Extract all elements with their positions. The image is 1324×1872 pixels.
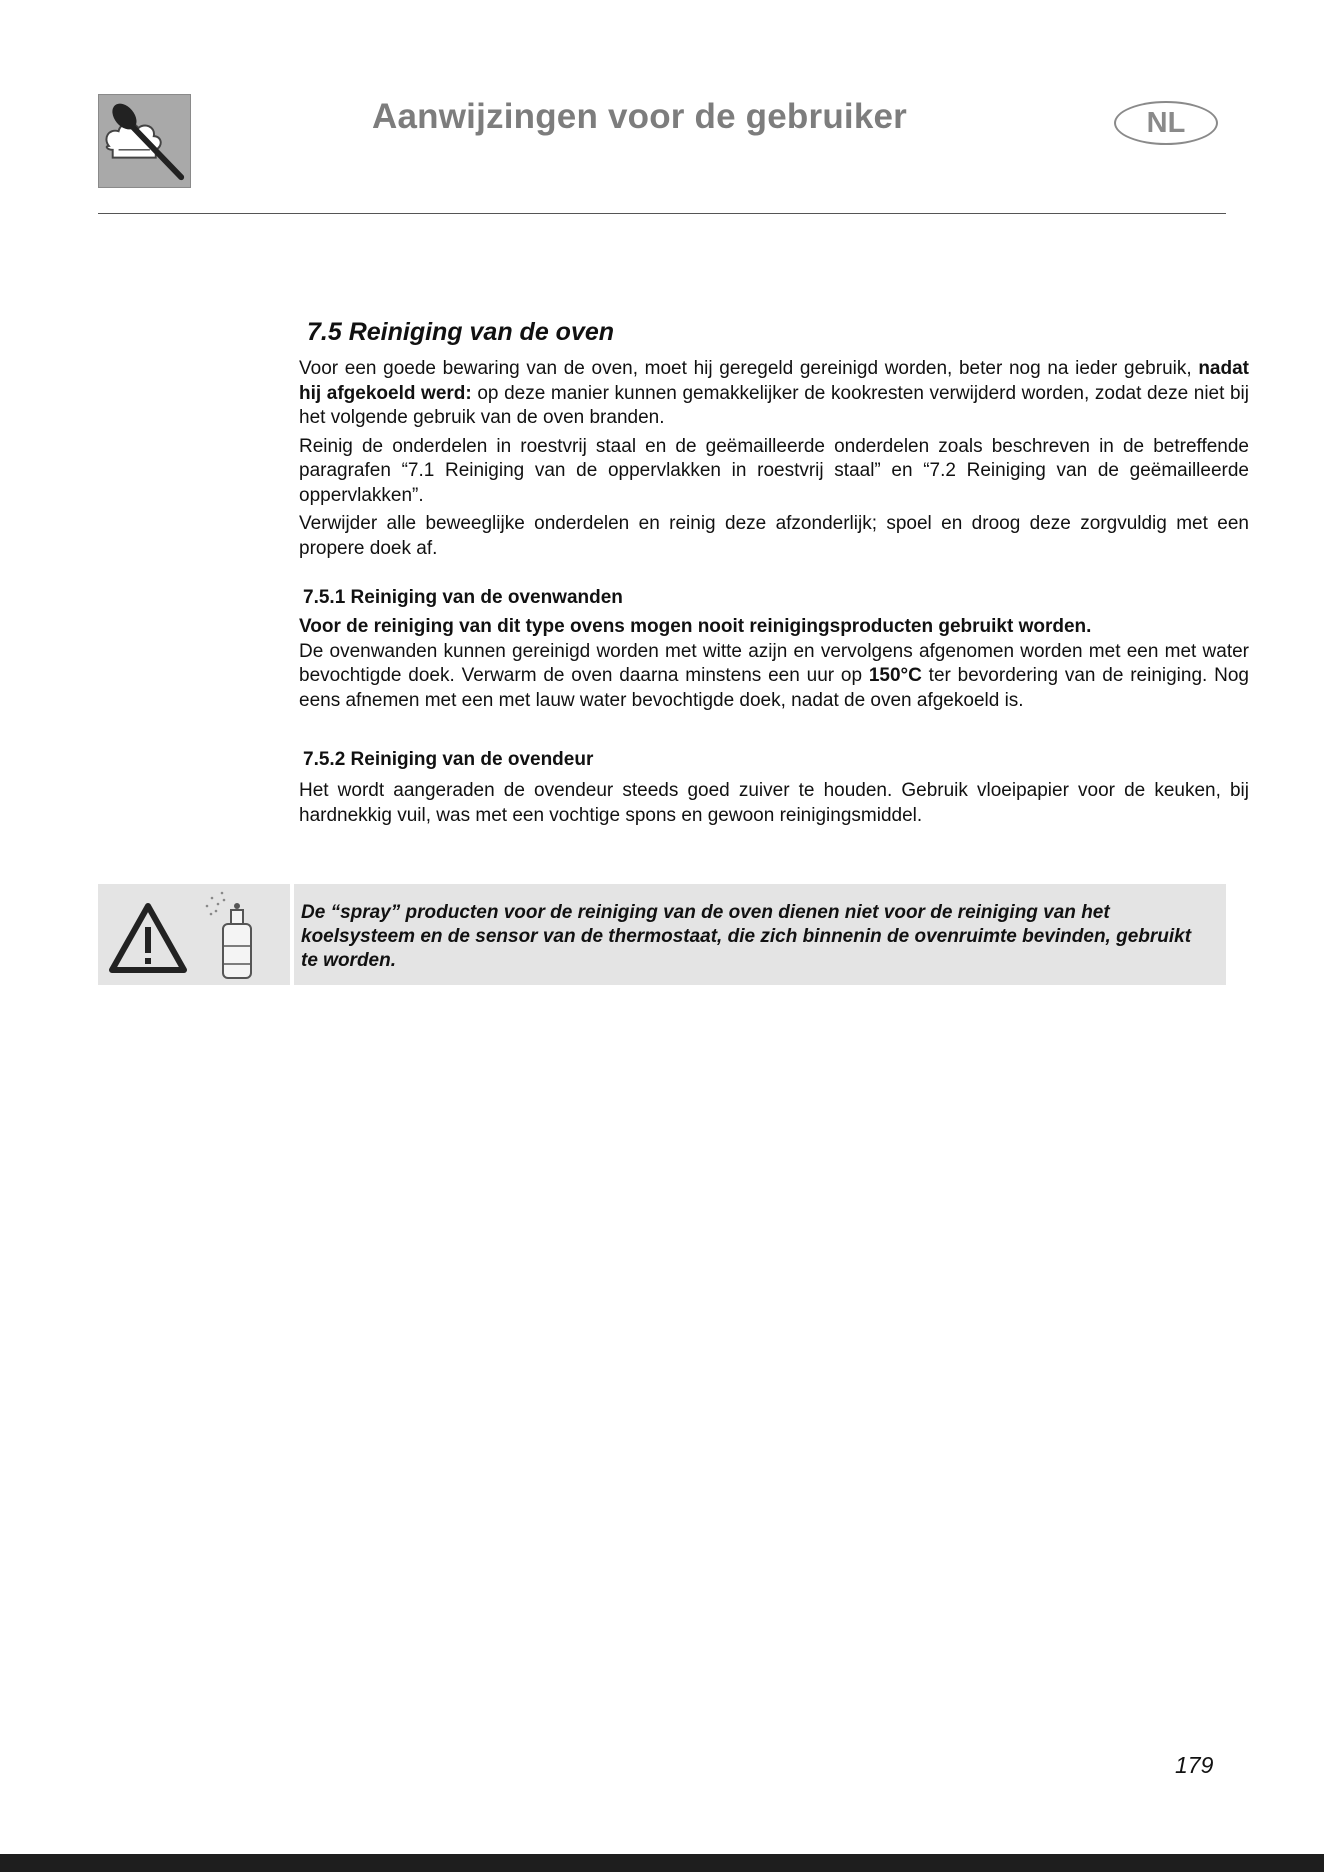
paragraph-text: Voor een goede bewaring van de oven, moet hij geregeld gereinigd worden, beter nog na ieder gebruik, — [299, 358, 1199, 379]
section-paragraph-3: Verwijder alle beweeglijke onderdelen en reinig deze afzonderlijk; spoel en droog deze zorgvuldig met een propere doek af. — [299, 513, 1249, 559]
chef-hat-spoon-icon — [98, 94, 191, 188]
footer-strip — [0, 1854, 1324, 1872]
main-content — [299, 318, 1249, 832]
spray-can-icon — [206, 892, 251, 978]
warning-text: De “spray” producten voor de reiniging van de oven dienen niet voor de reiniging van het koelsysteem en de sensor van de thermostaat, die zich binnenin de ovenruimte bevinden, gebruikt te worden. — [301, 902, 1192, 971]
subsection-paragraph: Het wordt aangeraden de ovendeur steeds goed zuiver te houden. Gebruik vloeipapier voor de keuken, bij hardnekkig vuil, was met een vochtige spons en gewoon reinigingsmiddel. — [299, 780, 1249, 826]
section-title: 7.5 Reiniging van de oven — [307, 318, 615, 346]
temperature-value: 150°C — [868, 665, 922, 686]
subsection-title-ovendeur: 7.5.2 Reiniging van de ovendeur — [303, 749, 594, 770]
paragraph-text: ter bevordering van de reiniging. Nog eens afnemen met een met lauw water bevochtigde doek, nadat de oven afgekoeld is. — [299, 665, 1249, 711]
subsection-paragraph — [299, 640, 1249, 714]
subsection-title-ovenwanden: 7.5.1 Reiniging van de ovenwanden — [303, 587, 623, 608]
paragraph-text: De ovenwanden kunnen gereinigd worden met witte azijn en vervolgens afgenomen worden met een met water bevochtigde doek. Verwarm de oven daarna minstens een uur op — [299, 640, 1249, 686]
paragraph-text: op deze manier kunnen gemakkelijker de kookresten verwijderd worden, zodat deze niet bij het volgende gebruik van de oven branden. — [299, 382, 1249, 428]
page-title: Aanwijzingen voor de gebruiker — [372, 97, 907, 136]
warning-triangle-icon — [112, 906, 184, 970]
language-badge: NL — [1114, 101, 1218, 145]
paragraph-emphasis: nadat hij afgekoeld werd: — [299, 358, 1249, 404]
warning-box — [98, 884, 1226, 985]
page-number: 179 — [1175, 1752, 1214, 1778]
section-paragraph-2: Reinig de onderdelen in roestvrij staal en de geëmailleerde onderdelen zoals beschreven in de betreffende paragrafen “7.1 Reiniging van de oppervlakken in roestvrij staal” en “7.2 Reiniging van de geëmailleerde oppervlakken”. — [299, 435, 1249, 506]
header-divider — [98, 213, 1226, 214]
warning-icons — [98, 884, 290, 985]
section-paragraph-1 — [299, 357, 1249, 431]
subsection-lead: Voor de reiniging van dit type ovens mogen nooit reinigingsproducten gebruikt worden. — [299, 616, 1092, 637]
warning-text-area — [294, 884, 1226, 985]
